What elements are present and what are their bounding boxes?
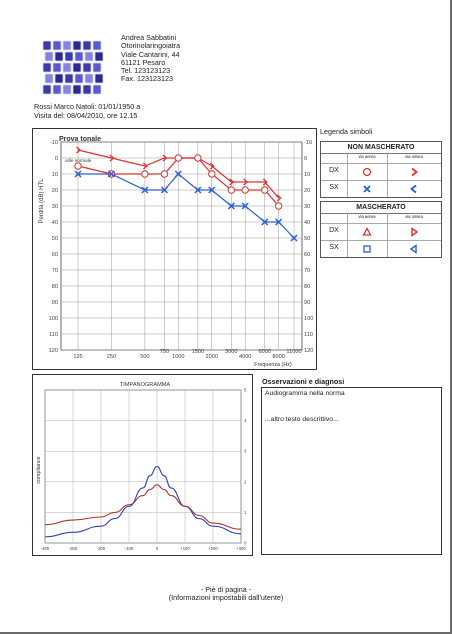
audiogram-point [275, 203, 281, 209]
audiogram-xtick-upper: 11000 [286, 349, 302, 355]
audiogram-xtick-upper: 1500 [191, 349, 205, 355]
tympanogram-xtick: -100 [124, 546, 134, 551]
tympanogram-chart [33, 375, 252, 555]
audiogram-ytick-left: 40 [51, 220, 58, 226]
cross-icon [362, 184, 372, 194]
audiogram-ytick-right: 10 [304, 172, 311, 178]
logo-tile [93, 41, 101, 50]
legend-row-dx: DX [329, 227, 339, 234]
audiogram-xtick-upper: 750 [159, 349, 170, 355]
flag-right-icon [409, 227, 419, 237]
audiogram-ytick-left: 10 [51, 172, 58, 178]
doctor-address [121, 34, 180, 84]
audiogram-point [262, 187, 268, 193]
legend-non-masked [320, 141, 442, 198]
audiogram-xtick-lower: 125 [73, 354, 83, 360]
tympanogram-ytick: 2 [244, 479, 247, 485]
audiogram-point [175, 155, 181, 161]
logo-tile [43, 41, 51, 50]
audiogram-xtick-lower: 1000 [172, 354, 185, 360]
tympanogram-panel [32, 374, 253, 556]
logo-tile [55, 74, 63, 83]
audiogram-xtick-lower: 8000 [272, 354, 285, 360]
logo-tile [75, 74, 83, 83]
audiogram-ytick-right: 50 [304, 236, 311, 242]
square-icon [362, 244, 372, 254]
logo-tile [83, 85, 91, 94]
triangle-icon [362, 227, 372, 237]
logo-tile [63, 41, 71, 50]
audiogram-ytick-right: 80 [304, 284, 311, 290]
tympanogram-ytick: 5 [244, 387, 247, 393]
audiogram-ytick-right: 0 [304, 156, 308, 162]
audiogram-ytick-left: 50 [51, 236, 58, 242]
audiogram-xtick-upper: 6000 [258, 349, 271, 355]
audiogram-ytick-left: 30 [51, 204, 58, 210]
logo-tile [53, 41, 61, 50]
logo-tile [95, 52, 103, 61]
logo-tile [93, 85, 101, 94]
circle-icon [362, 167, 372, 177]
audiogram-point [209, 171, 215, 177]
audiogram-ytick-left: 110 [49, 332, 58, 338]
audiogram-ytick-left: 60 [51, 252, 58, 258]
legend-title: Legenda simboli [320, 127, 373, 136]
logo-tile [75, 52, 83, 61]
audiogram-ytick-right: 60 [304, 252, 311, 258]
audiogram-ytick-left: 80 [51, 284, 58, 290]
tympanogram-ytick: 4 [244, 418, 247, 424]
legend-row-sx: SX [329, 244, 339, 251]
logo-tile [43, 63, 51, 72]
audiogram-ytick-right: 110 [304, 332, 313, 338]
doctor-specialty: Otorinolaringoiatra [121, 41, 181, 51]
logo-tile [83, 63, 91, 72]
audiogram-xtick-lower: 250 [106, 354, 117, 360]
audiogram-ytick-left: 0 [54, 156, 58, 162]
tympanogram-ytick: 1 [244, 509, 247, 515]
logo-tile [83, 41, 91, 50]
observations-title: Osservazioni e diagnosi [262, 377, 345, 386]
audiogram-ytick-right: 90 [304, 300, 311, 306]
audiogram-ytick-right: 70 [304, 268, 311, 274]
tympanogram-xtick: +300 [236, 546, 246, 551]
audiogram-chart [33, 129, 316, 369]
observations-line2: ...altro testo descrittivo... [265, 416, 339, 423]
legend-col-air: via aerea [358, 154, 376, 159]
audiogram-panel [32, 128, 317, 370]
tympanogram-xtick: +200 [208, 546, 218, 551]
legend-masked [320, 201, 442, 258]
tympanogram-series-sx [45, 467, 241, 537]
audiogram-annotation: utile normale [65, 158, 92, 163]
logo-tile [45, 74, 53, 83]
logo-tile [65, 52, 73, 61]
doctor-fax: Fax. 123123123 [121, 74, 173, 84]
audiogram-point [161, 171, 167, 177]
audiogram-xtick-lower: 500 [140, 354, 150, 360]
legend-col-bone: via ossea [405, 214, 423, 219]
audiogram-point [195, 155, 201, 161]
legend-row-dx: DX [329, 167, 339, 174]
logo-tile [85, 74, 93, 83]
logo-tile [53, 63, 61, 72]
flag-left-icon [409, 244, 419, 254]
audiogram-ytick-left: -10 [49, 140, 58, 146]
audiogram-ytick-right: 20 [304, 188, 311, 194]
logo-tile [93, 63, 101, 72]
doctor-street: Viale Cantarini, 44 [121, 49, 180, 59]
tympanogram-xtick: 0 [155, 546, 159, 551]
audiogram-point [228, 187, 234, 193]
logo-tile [85, 52, 93, 61]
audiogram-point [142, 171, 148, 177]
tympanogram-series-dx [45, 485, 241, 529]
audiogram-ytick-left: 120 [48, 348, 58, 354]
logo-tile [73, 85, 81, 94]
audiogram-xlabel: Frequenza (Hz) [254, 362, 292, 368]
tympanogram-xtick: +100 [180, 546, 190, 551]
logo-tile [65, 74, 73, 83]
visit-date-line: Visita del: 08/04/2010, ore 12.15 [34, 111, 138, 120]
footer-subtitle: (Informazioni impostabili dall'utente) [168, 593, 284, 602]
legend-non-masked-title: NON MASCHERATO [321, 142, 441, 154]
logo-tile [95, 74, 103, 83]
logo-tile [63, 85, 71, 94]
logo-tile [53, 85, 61, 94]
audiogram-xtick-upper: 3000 [225, 349, 238, 355]
audiogram-ytick-left: 70 [51, 268, 58, 274]
tympanogram-xtick: -300 [68, 546, 78, 551]
legend-col-air: via aerea [358, 214, 376, 219]
audiogram-ytick-right: 120 [304, 348, 314, 354]
audiogram-title: Prova tonale [59, 136, 102, 143]
audiogram-ytick-right: 100 [304, 316, 314, 322]
doctor-name: Andrea Sabbatini [121, 33, 177, 42]
audiogram-ytick-left: 100 [48, 316, 58, 322]
tympanogram-xtick: -200 [96, 546, 106, 551]
logo-tile [43, 85, 51, 94]
legend-masked-title: MASCHERATO [321, 202, 441, 214]
tympanogram-xtick: -400 [40, 546, 50, 551]
footer-title: - Piè di pagina - [200, 585, 252, 594]
logo-tile [55, 52, 63, 61]
audiogram-ylabel: Perdita (dB) HTL [39, 178, 45, 224]
audiogram-ytick-right: 40 [304, 220, 311, 226]
patient-info [34, 102, 140, 120]
logo-tile [73, 41, 81, 50]
audiogram-ytick-left: 90 [51, 300, 58, 306]
chevron-right-icon [409, 167, 419, 177]
tympanogram-ytick: 0 [244, 540, 247, 546]
audiogram-xtick-lower: 2000 [205, 354, 218, 360]
logo-tile [45, 52, 53, 61]
doctor-tel: Tel. 123123123 [121, 66, 171, 76]
chevron-left-icon [409, 184, 419, 194]
audiogram-point [242, 187, 248, 193]
audiogram-ytick-right: 30 [304, 204, 311, 210]
observations-box[interactable] [261, 387, 442, 555]
doctor-city: 61121 Pesaro [121, 57, 166, 67]
legend-col-bone: via ossea [405, 154, 423, 159]
audiogram-ytick-left: 20 [51, 188, 58, 194]
audiogram-ytick-right: -10 [304, 140, 313, 146]
logo-tile [73, 63, 81, 72]
audiogram-xtick-lower: 4000 [238, 354, 252, 360]
clinic-logo [40, 38, 104, 98]
tympanogram-ytick: 3 [244, 448, 247, 454]
tympanogram-ylabel: compliance [36, 456, 42, 484]
observations-line1: Audiogramma nella norma [265, 390, 345, 397]
tympanogram-title: TIMPANOGRAMMA [119, 382, 171, 388]
logo-tile [63, 63, 71, 72]
audiogram-point [75, 163, 81, 169]
legend-row-sx: SX [329, 184, 339, 191]
patient-name-line: Rossi Marco Natoli: 01/01/1950 a [34, 102, 141, 111]
